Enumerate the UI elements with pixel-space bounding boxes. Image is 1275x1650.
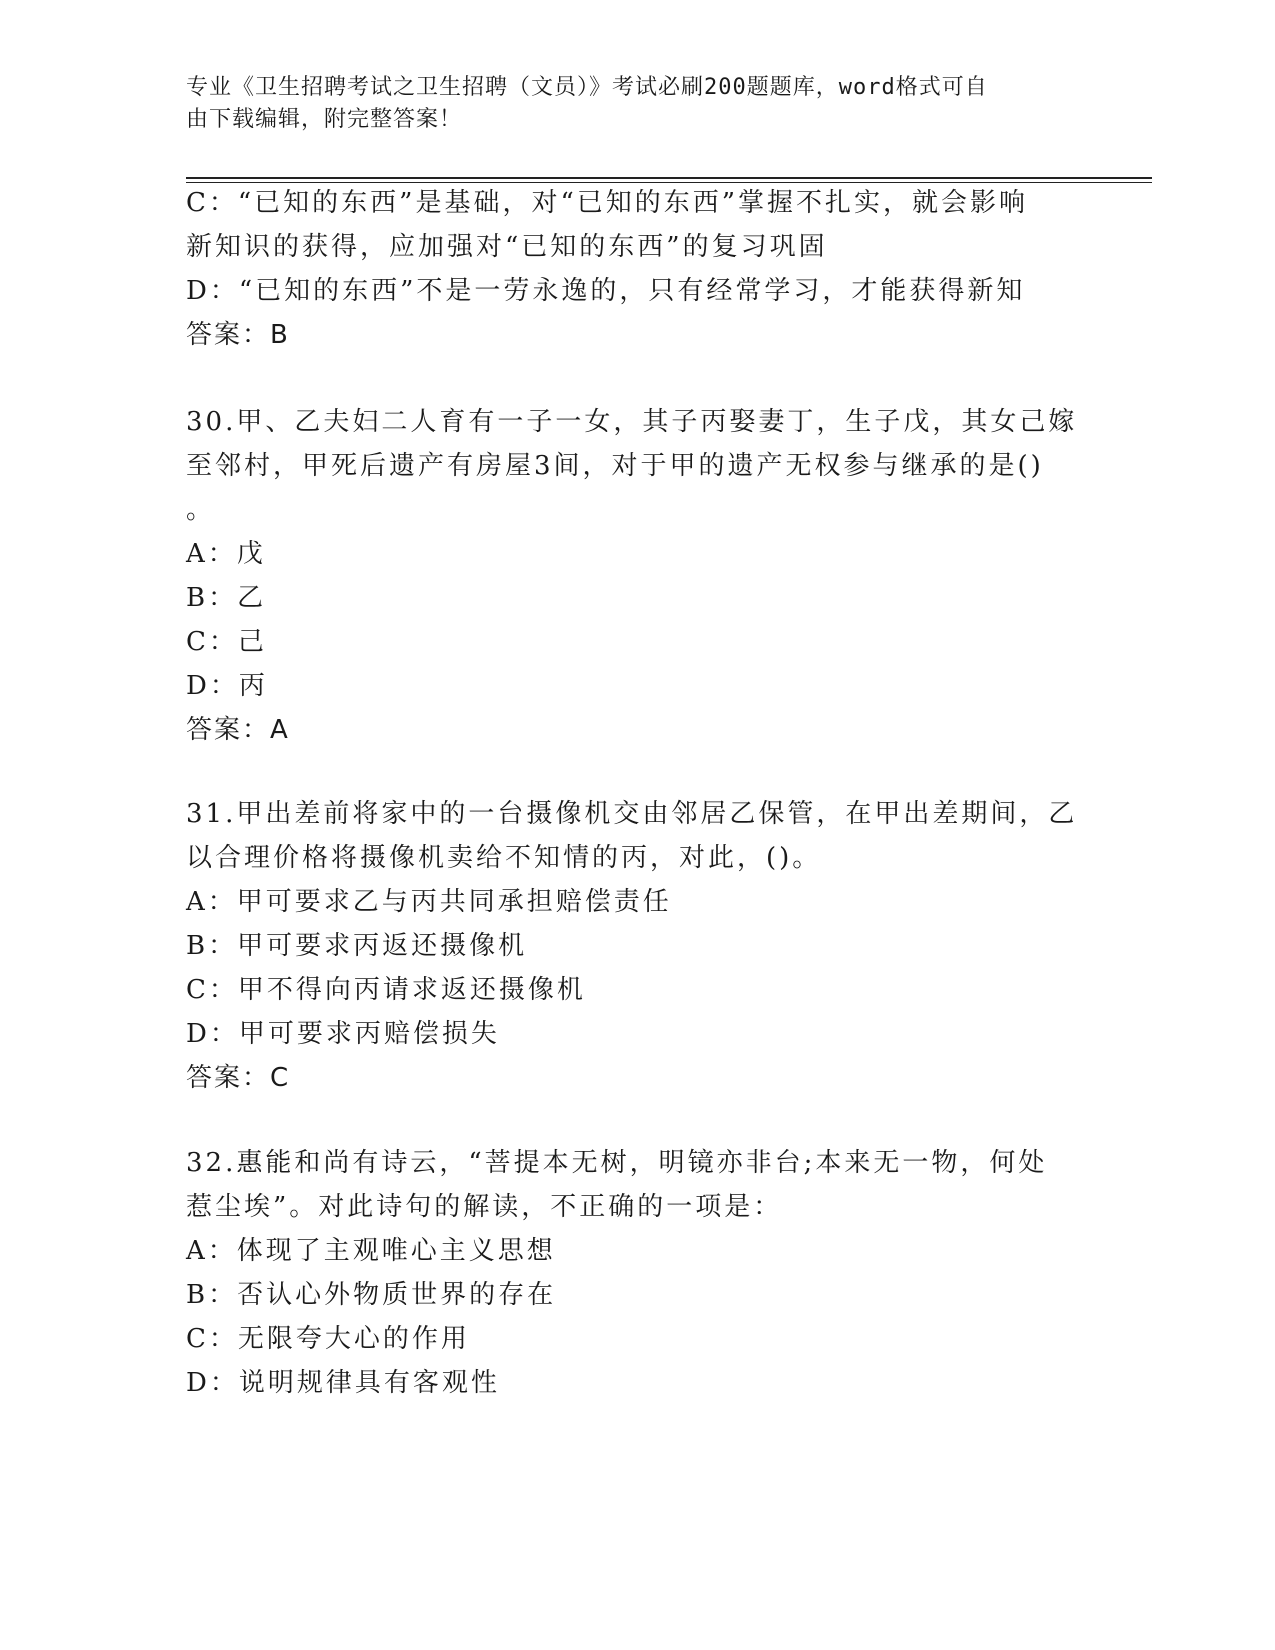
- prev-option-d: D：“已知的东西”不是一劳永逸的，只有经常学习，才能获得新知: [186, 276, 1026, 306]
- q30-option-d: D：丙: [186, 671, 268, 701]
- q31-answer: 答案：C: [186, 1063, 291, 1093]
- prev-option-c-line-2: 新知识的获得，应加强对“已知的东西”的复习巩固: [186, 232, 828, 262]
- header-line-2: 由下载编辑，附完整答案！: [186, 107, 463, 132]
- q30-stem-line-2: 至邻村，甲死后遗产有房屋3间，对于甲的遗产无权参与继承的是(): [186, 451, 1044, 481]
- q32-option-d: D：说明规律具有客观性: [186, 1368, 500, 1398]
- q31-option-a: A：甲可要求乙与丙共同承担赔偿责任: [186, 887, 672, 917]
- document-header: [186, 72, 1066, 136]
- q32-stem-line-2: 惹尘埃”。对此诗句的解读，不正确的一项是：: [186, 1192, 783, 1222]
- q30-stem-line-1: 30.甲、乙夫妇二人育有一子一女，其子丙娶妻丁，生子戊，其女己嫁: [186, 407, 1078, 437]
- header-line-1: 专业《卫生招聘考试之卫生招聘（文员）》考试必刷200题题库，word格式可自: [186, 75, 988, 100]
- prev-option-c-line-1: C：“已知的东西”是基础，对“已知的东西”掌握不扎实，就会影响: [186, 188, 1029, 218]
- q31-stem-line-1: 31.甲出差前将家中的一台摄像机交由邻居乙保管，在甲出差期间，乙: [186, 799, 1078, 829]
- q31-stem-line-2: 以合理价格将摄像机卖给不知情的丙，对此，()。: [186, 843, 822, 873]
- q31-option-c: C：甲不得向丙请求返还摄像机: [186, 975, 586, 1005]
- q30-option-b: B：乙: [186, 583, 267, 613]
- header-rule-thick: [186, 177, 1152, 179]
- q32-stem-line-1: 32.惠能和尚有诗云，“菩提本无树，明镜亦非台;本来无一物，何处: [186, 1148, 1048, 1178]
- q30-option-c: C：己: [186, 627, 267, 657]
- q30-answer: 答案：A: [186, 715, 290, 745]
- prev-answer: 答案：B: [186, 320, 290, 350]
- q32-option-b: B：否认心外物质世界的存在: [186, 1280, 557, 1310]
- q30-stem-line-3: 。: [186, 495, 216, 525]
- q31-option-d: D：甲可要求丙赔偿损失: [186, 1019, 500, 1049]
- q32-option-a: A：体现了主观唯心主义思想: [186, 1236, 556, 1266]
- q31-option-b: B：甲可要求丙返还摄像机: [186, 931, 528, 961]
- header-rule-thin: [186, 182, 1152, 183]
- q32-option-c: C：无限夸大心的作用: [186, 1324, 470, 1354]
- q30-option-a: A：戊: [186, 539, 266, 569]
